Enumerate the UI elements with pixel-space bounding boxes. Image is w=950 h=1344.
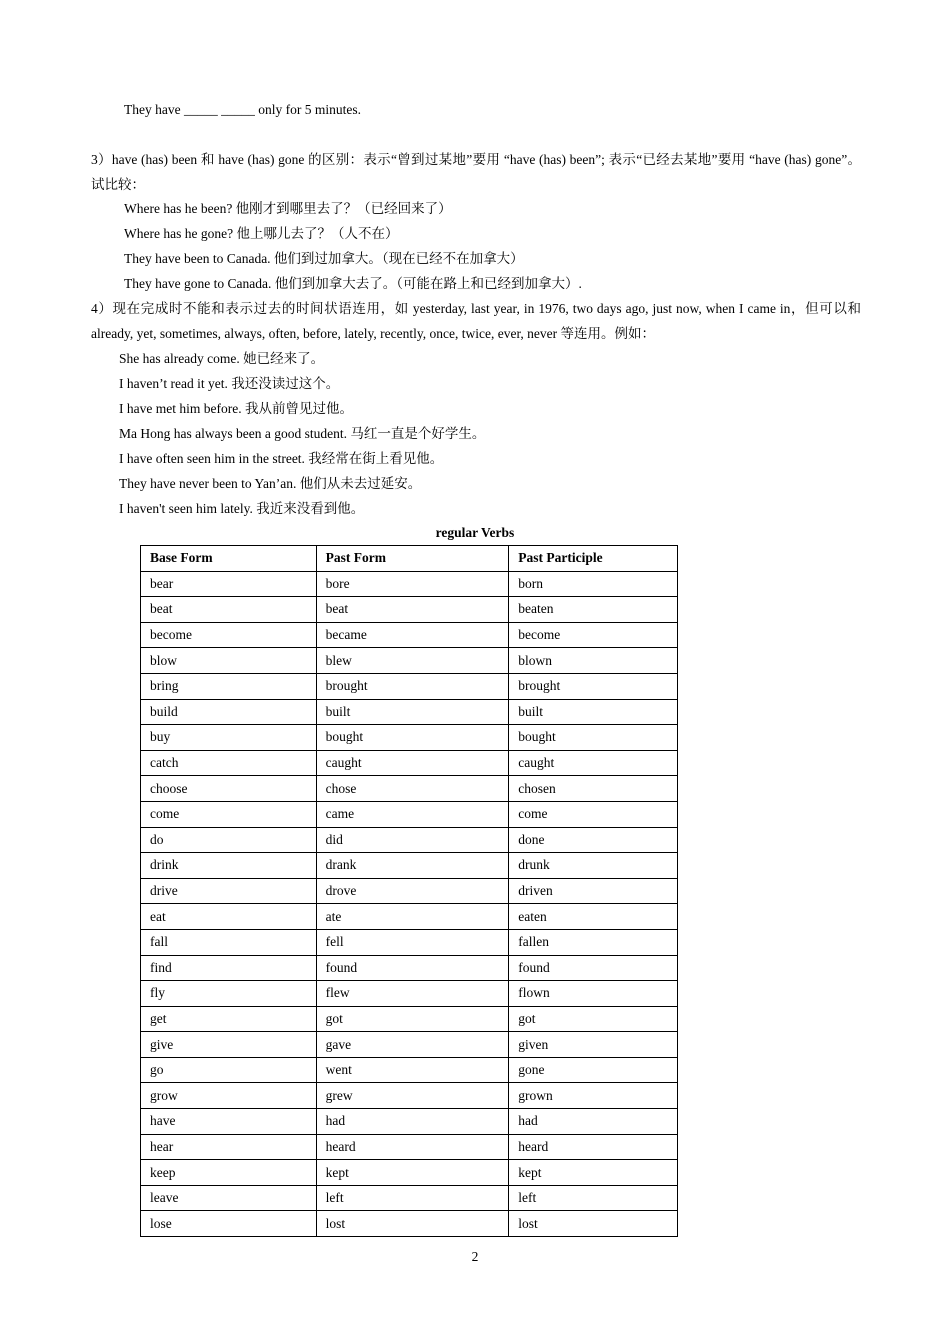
table-row (141, 725, 678, 751)
header-base-form: Base Form (141, 546, 317, 572)
cell-base-form: leave (141, 1185, 317, 1211)
cell-past-form: grew (316, 1083, 509, 1109)
cell-past-participle: beaten (509, 597, 678, 623)
cell-past-participle: bought (509, 725, 678, 751)
cell-past-form: came (316, 801, 509, 827)
table-row (141, 904, 678, 930)
cell-past-participle: found (509, 955, 678, 981)
cell-base-form: become (141, 622, 317, 648)
cell-past-form: chose (316, 776, 509, 802)
table-row (141, 776, 678, 802)
cell-base-form: go (141, 1057, 317, 1083)
cell-past-form: built (316, 699, 509, 725)
cell-past-participle: eaten (509, 904, 678, 930)
cell-past-form: flew (316, 981, 509, 1007)
table-row (141, 750, 678, 776)
table-row (141, 1006, 678, 1032)
cell-base-form: have (141, 1109, 317, 1135)
cell-base-form: bear (141, 571, 317, 597)
table-row (141, 801, 678, 827)
table-row (141, 1032, 678, 1058)
cell-past-form: found (316, 955, 509, 981)
cell-past-form: had (316, 1109, 509, 1135)
section-3-example: Where has he been? 他刚才到哪里去了？（已经回来了） (124, 201, 452, 216)
table-row (141, 622, 678, 648)
table-header-row (141, 546, 678, 572)
table-row (141, 853, 678, 879)
cell-past-participle: fallen (509, 929, 678, 955)
cell-base-form: hear (141, 1134, 317, 1160)
cell-base-form: fly (141, 981, 317, 1007)
header-past-form: Past Form (316, 546, 509, 572)
cell-base-form: grow (141, 1083, 317, 1109)
cell-past-participle: become (509, 622, 678, 648)
cell-past-participle: got (509, 1006, 678, 1032)
cell-past-form: drove (316, 878, 509, 904)
table-row (141, 1057, 678, 1083)
cell-past-form: beat (316, 597, 509, 623)
cell-past-participle: driven (509, 878, 678, 904)
cell-past-form: blew (316, 648, 509, 674)
table-body (141, 571, 678, 1236)
cell-past-form: fell (316, 929, 509, 955)
cell-past-participle: flown (509, 981, 678, 1007)
section-3-paragraph: 3）have (has) been 和 have (has) gone 的区别：表示“曾到过某地”要用 “have (has) been”; 表示“已经去某地”要用 “have (has) gone”。试比较： (91, 152, 861, 192)
cell-past-form: bought (316, 725, 509, 751)
table-row (141, 827, 678, 853)
cell-past-form: heard (316, 1134, 509, 1160)
cell-base-form: get (141, 1006, 317, 1032)
cell-base-form: do (141, 827, 317, 853)
cell-past-form: got (316, 1006, 509, 1032)
table-row (141, 878, 678, 904)
cell-past-participle: chosen (509, 776, 678, 802)
cell-base-form: buy (141, 725, 317, 751)
section-4-example: I have often seen him in the street. 我经常在街上看见他。 (119, 451, 444, 466)
cell-past-participle: grown (509, 1083, 678, 1109)
cell-base-form: lose (141, 1211, 317, 1237)
section-4-example: They have never been to Yan’an. 他们从未去过延安。 (119, 476, 422, 491)
section-3-example: They have been to Canada. 他们到过加拿大。（现在已经不在加拿大） (124, 251, 524, 266)
cell-past-form: went (316, 1057, 509, 1083)
cell-base-form: blow (141, 648, 317, 674)
cell-past-participle: gone (509, 1057, 678, 1083)
cell-past-participle: drunk (509, 853, 678, 879)
cell-past-participle: kept (509, 1160, 678, 1186)
table-caption: regular Verbs (435, 525, 515, 540)
table-row (141, 1211, 678, 1237)
section-4-example: Ma Hong has always been a good student. 马红一直是个好学生。 (119, 426, 486, 441)
cell-past-form: lost (316, 1211, 509, 1237)
cell-past-participle: given (509, 1032, 678, 1058)
cell-base-form: drink (141, 853, 317, 879)
cell-base-form: build (141, 699, 317, 725)
section-4-example: I haven't seen him lately. 我近来没看到他。 (119, 501, 365, 516)
verbs-table (140, 545, 678, 1237)
cell-past-participle: come (509, 801, 678, 827)
cell-base-form: bring (141, 673, 317, 699)
cell-past-form: kept (316, 1160, 509, 1186)
table-row (141, 673, 678, 699)
cell-past-participle: lost (509, 1211, 678, 1237)
section-4-example: I haven’t read it yet. 我还没读过这个。 (119, 376, 340, 391)
cell-past-form: left (316, 1185, 509, 1211)
table-row (141, 1160, 678, 1186)
cell-base-form: beat (141, 597, 317, 623)
page-number: 2 (471, 1249, 479, 1264)
header-past-participle: Past Participle (509, 546, 678, 572)
table-row (141, 981, 678, 1007)
table-row (141, 955, 678, 981)
cell-base-form: find (141, 955, 317, 981)
cell-base-form: come (141, 801, 317, 827)
table-row (141, 648, 678, 674)
section-3-example: They have gone to Canada. 他们到加拿大去了。（可能在路上和已经到加拿大）. (124, 276, 582, 291)
cell-past-participle: left (509, 1185, 678, 1211)
cell-past-form: brought (316, 673, 509, 699)
section-4-example: She has already come. 她已经来了。 (119, 351, 325, 366)
cell-past-participle: born (509, 571, 678, 597)
table-row (141, 699, 678, 725)
cell-past-form: did (316, 827, 509, 853)
cell-base-form: catch (141, 750, 317, 776)
cell-past-participle: blown (509, 648, 678, 674)
cell-past-participle: heard (509, 1134, 678, 1160)
cell-past-form: gave (316, 1032, 509, 1058)
table-row (141, 597, 678, 623)
table-row (141, 1083, 678, 1109)
cell-base-form: choose (141, 776, 317, 802)
table-row (141, 929, 678, 955)
cell-past-participle: built (509, 699, 678, 725)
table-row (141, 1134, 678, 1160)
section-4-paragraph: 4）现在完成时不能和表示过去的时间状语连用，如 yesterday, last year, in 1976, two days ago, just now, when I came in，但可以和 already, yet, sometimes, always, often, before, lately, recently, once, twice, ever, never 等连用。例如： (91, 301, 861, 341)
cell-past-form: drank (316, 853, 509, 879)
cell-base-form: eat (141, 904, 317, 930)
section-3-example: Where has he gone? 他上哪儿去了？（人不在） (124, 226, 399, 241)
cell-base-form: fall (141, 929, 317, 955)
cell-past-participle: caught (509, 750, 678, 776)
cell-past-form: bore (316, 571, 509, 597)
cell-past-participle: brought (509, 673, 678, 699)
table-row (141, 1109, 678, 1135)
cell-past-participle: had (509, 1109, 678, 1135)
cell-base-form: keep (141, 1160, 317, 1186)
cell-base-form: drive (141, 878, 317, 904)
cell-past-participle: done (509, 827, 678, 853)
section-4-example: I have met him before. 我从前曾见过他。 (119, 401, 353, 416)
intro-line: They have _____ _____ only for 5 minutes. (124, 102, 361, 117)
cell-past-form: caught (316, 750, 509, 776)
table-row (141, 1185, 678, 1211)
cell-past-form: became (316, 622, 509, 648)
table-row (141, 571, 678, 597)
cell-past-form: ate (316, 904, 509, 930)
cell-base-form: give (141, 1032, 317, 1058)
